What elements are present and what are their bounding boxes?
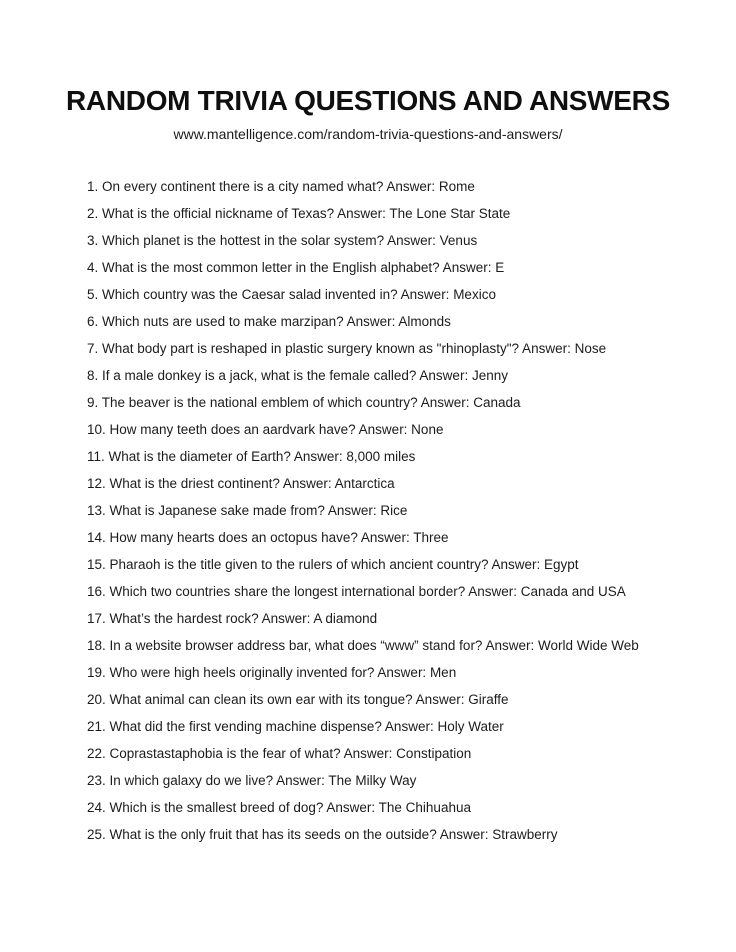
trivia-item: 25. What is the only fruit that has its seeds on the outside? Answer: Strawberry (87, 827, 558, 842)
trivia-item: 21. What did the first vending machine dispense? Answer: Holy Water (87, 719, 504, 734)
trivia-item: 24. Which is the smallest breed of dog? Answer: The Chihuahua (87, 800, 471, 815)
trivia-item: 19. Who were high heels originally invented for? Answer: Men (87, 665, 457, 680)
trivia-item: 12. What is the driest continent? Answer: Antarctica (87, 476, 395, 491)
trivia-item: 17. What’s the hardest rock? Answer: A diamond (87, 611, 378, 626)
trivia-item: 20. What animal can clean its own ear with its tongue? Answer: Giraffe (87, 692, 509, 707)
trivia-item: 11. What is the diameter of Earth? Answer: 8,000 miles (87, 449, 416, 464)
trivia-item: 7. What body part is reshaped in plastic surgery known as "rhinoplasty"? Answer: Nose (87, 341, 607, 356)
trivia-list (87, 173, 696, 848)
trivia-item: 15. Pharaoh is the title given to the rulers of which ancient country? Answer: Egypt (87, 557, 579, 572)
trivia-item: 4. What is the most common letter in the English alphabet? Answer: E (87, 260, 505, 275)
trivia-item: 6. Which nuts are used to make marzipan? Answer: Almonds (87, 314, 451, 329)
trivia-item: 22. Coprastastaphobia is the fear of what? Answer: Constipation (87, 746, 472, 761)
trivia-item: 13. What is Japanese sake made from? Answer: Rice (87, 503, 408, 518)
trivia-item: 9. The beaver is the national emblem of which country? Answer: Canada (87, 395, 521, 410)
trivia-item: 18. In a website browser address bar, what does “www” stand for? Answer: World Wide Web (87, 638, 639, 653)
trivia-item: 10. How many teeth does an aardvark have? Answer: None (87, 422, 444, 437)
page-title: RANDOM TRIVIA QUESTIONS AND ANSWERS (66, 85, 670, 116)
trivia-item: 3. Which planet is the hottest in the solar system? Answer: Venus (87, 233, 478, 248)
source-url: www.mantelligence.com/random-trivia-questions-and-answers/ (173, 126, 563, 142)
trivia-item: 5. Which country was the Caesar salad invented in? Answer: Mexico (87, 287, 496, 302)
trivia-item: 1. On every continent there is a city named what? Answer: Rome (87, 179, 475, 194)
trivia-item: 8. If a male donkey is a jack, what is the female called? Answer: Jenny (87, 368, 508, 383)
trivia-item: 2. What is the official nickname of Texas? Answer: The Lone Star State (87, 206, 511, 221)
trivia-item: 14. How many hearts does an octopus have? Answer: Three (87, 530, 449, 545)
trivia-item: 16. Which two countries share the longest international border? Answer: Canada and USA (87, 584, 626, 599)
trivia-item: 23. In which galaxy do we live? Answer: The Milky Way (87, 773, 417, 788)
